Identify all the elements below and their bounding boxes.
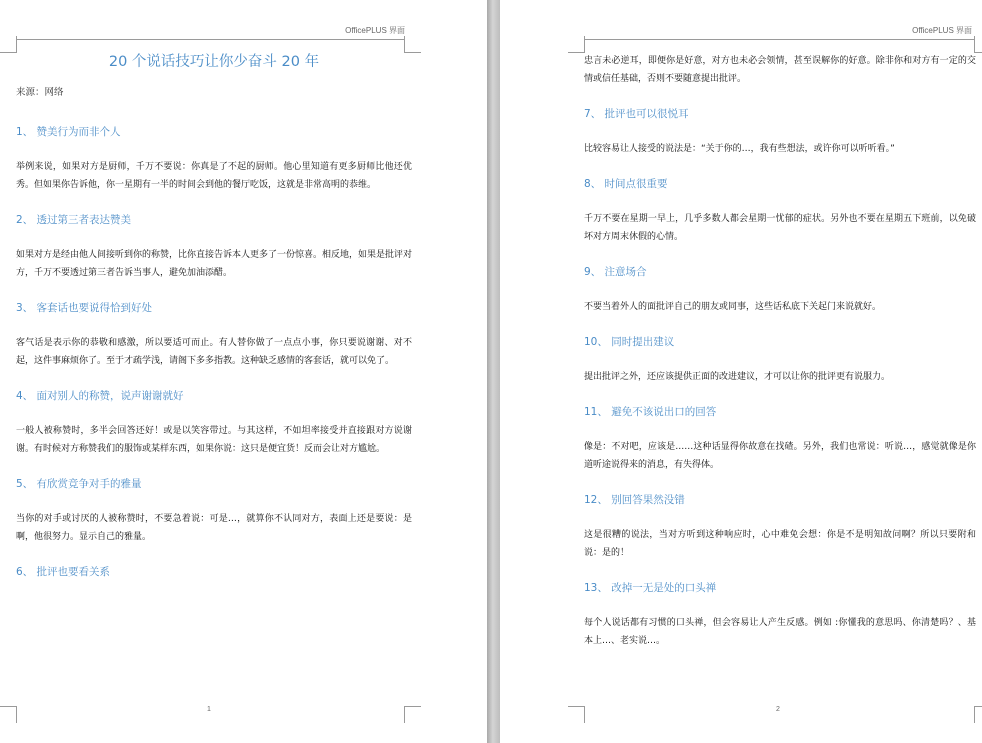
header-brand: OfficePLUS 界面 — [912, 26, 972, 35]
header-brand: OfficePLUS 界面 — [345, 26, 405, 35]
crop-mark — [0, 706, 17, 723]
section-heading: 13、 改掉一无是处的口头禅 — [584, 582, 717, 594]
section-body: 比较容易让人接受的说法是：“关于你的…，我有些想法，或许你可以听听看。” — [584, 144, 895, 154]
section-heading: 6、 批评也要看关系 — [16, 566, 111, 578]
page-2-content — [584, 52, 976, 668]
page-number: 1 — [207, 706, 211, 713]
section-body: 如果对方是经由他人间接听到你的称赞，比你直接告诉本人更多了一份惊喜。相反地，如果是批评对方，千万不要透过第三者告诉当事人，避免加油添醋。 — [16, 250, 413, 278]
section-heading: 10、 同时提出建议 — [584, 336, 675, 348]
continued-paragraph: 忠言未必逆耳，即便你是好意，对方也未必会领情，甚至误解你的好意。除非你和对方有一定的交情或信任基础，否则不要随意提出批评。 — [584, 56, 976, 84]
document-page-1 — [0, 0, 487, 743]
section-heading: 3、 客套话也要说得恰到好处 — [16, 302, 153, 314]
section-heading: 1、 赞美行为而非个人 — [16, 126, 121, 138]
crop-mark — [404, 706, 421, 723]
section-body: 像是：不对吧，应该是……这种话显得你故意在找碴。另外，我们也常说：听说…，感觉就像是你道听途说得来的消息，有失得体。 — [584, 442, 976, 470]
section-body: 不要当着外人的面批评自己的朋友或同事，这些话私底下关起门来说就好。 — [584, 302, 882, 312]
crop-mark — [568, 706, 585, 723]
section-heading: 12、 别回答果然没错 — [584, 494, 685, 506]
crop-mark — [404, 36, 421, 53]
crop-mark — [974, 706, 982, 723]
section-heading: 2、 透过第三者表达赞美 — [16, 214, 132, 226]
section-heading: 9、 注意场合 — [584, 266, 647, 278]
crop-mark — [568, 36, 585, 53]
section-body: 提出批评之外，还应该提供正面的改进建议，才可以让你的批评更有说服力。 — [584, 372, 891, 382]
page-1-content — [16, 52, 412, 598]
section-body: 一般人被称赞时，多半会回答还好！或是以笑容带过。与其这样，不如坦率接受并直接跟对方说谢谢。有时候对方称赞我们的服饰或某样东西，如果你说：这只是便宜货！反而会让对方尴尬。 — [16, 426, 412, 454]
header-rule — [584, 39, 974, 40]
section-body: 千万不要在星期一早上，几乎多数人都会星期一忧郁的症状。另外也不要在星期五下班前，以免破坏对方周末休假的心情。 — [584, 214, 976, 242]
section-heading: 4、 面对别人的称赞，说声谢谢就好 — [16, 390, 184, 402]
section-heading: 11、 避免不该说出口的回答 — [584, 406, 717, 418]
section-heading: 5、 有欣赏竞争对手的雅量 — [16, 478, 142, 490]
section-body: 客气话是表示你的恭敬和感激，所以要适可而止。有人替你做了一点点小事，你只要说谢谢、对不起，这件事麻烦你了。至于才疏学浅，请阁下多多指教。这种缺乏感情的客套话，就可以免了。 — [16, 338, 412, 366]
page-number: 2 — [776, 706, 780, 713]
crop-mark — [974, 36, 982, 53]
crop-mark — [0, 36, 17, 53]
section-body: 举例来说，如果对方是厨师，千万不要说：你真是了不起的厨师。他心里知道有更多厨师比他还优秀。但如果你告诉他，你一星期有一半的时间会到他的餐厅吃饭，这就是非常高明的恭维。 — [16, 162, 412, 190]
section-heading: 7、 批评也可以很悦耳 — [584, 108, 689, 120]
document-title: 20 个说话技巧让你少奋斗 20 年 — [108, 54, 320, 70]
section-body: 当你的对手或讨厌的人被称赞时，不要急着说：可是…，就算你不认同对方，表面上还是要说：是啊，他很努力。显示自己的雅量。 — [16, 514, 412, 542]
section-body: 这是很糟的说法，当对方听到这种响应时，心中难免会想：你是不是明知故问啊？所以只要附和说：是的！ — [584, 530, 976, 558]
section-body: 每个人说话都有习惯的口头禅，但会容易让人产生反感。例如 :你懂我的意思吗、你清楚吗？、基本上…、老实说…。 — [584, 618, 976, 646]
header-rule — [16, 39, 404, 40]
page-gutter — [487, 0, 500, 743]
source-line: 来源：网络 — [16, 87, 64, 98]
document-page-2 — [500, 0, 982, 743]
section-heading: 8、 时间点很重要 — [584, 178, 668, 190]
